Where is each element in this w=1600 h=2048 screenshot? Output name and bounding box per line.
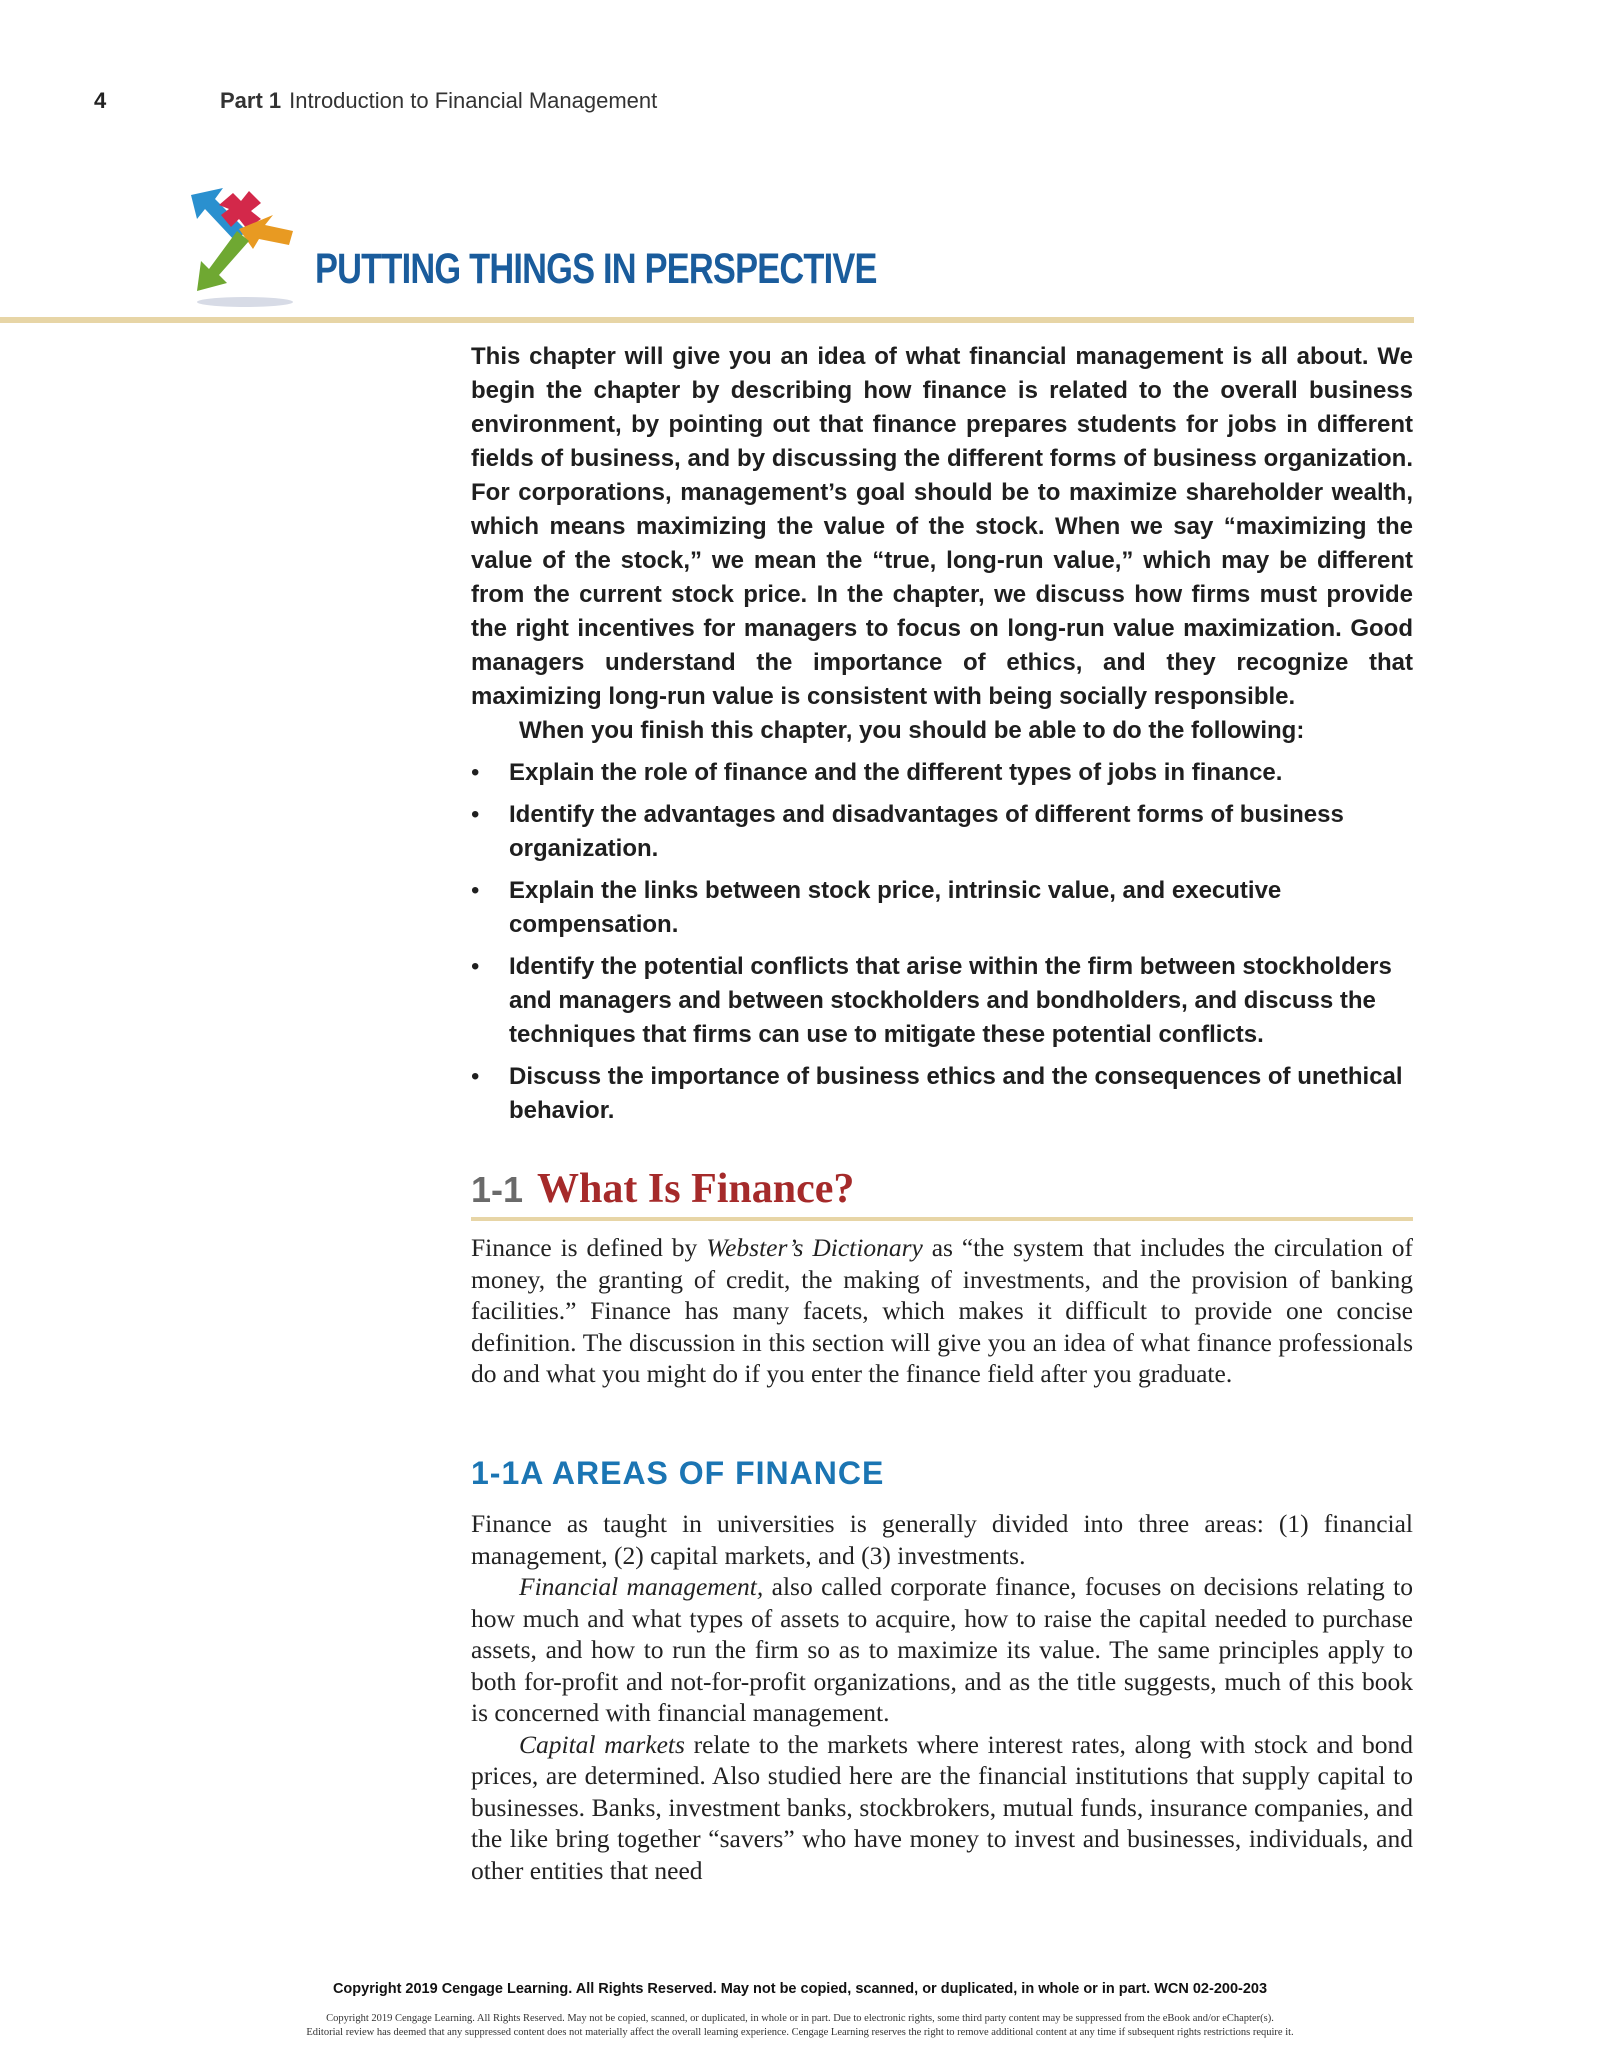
list-item: • Identify the advantages and disadvantages of different forms of business organization. <box>471 801 1344 862</box>
finance-definition-paragraph: Finance is defined by Webster’s Dictionary as “the system that includes the circulation of money, the granting of credit, the making of investments, and the provision of banking facilities.” Finance has many facets, which makes it difficult to provide one concise definition. The discussion in this section will give you an idea of what finance professionals do and what you might do if you enter the finance field after you graduate. <box>471 1233 1413 1388</box>
fine-print-line: Copyright 2019 Cengage Learning. All Rights Reserved. May not be copied, scanned, or duplicated, in whole or in part. Due to electronic rights, some third party content may be suppressed from the eBook and/or eChapter(s). <box>326 2013 1274 2024</box>
list-item: • Discuss the importance of business ethics and the consequences of unethical behavior. <box>471 1063 1403 1124</box>
running-head <box>220 88 657 114</box>
section-heading <box>471 1165 1413 1213</box>
dictionary-title: Webster’s Dictionary <box>706 1233 923 1262</box>
fine-print <box>0 2012 1600 2040</box>
copyright-notice: Copyright 2019 Cengage Learning. All Rights Reserved. May not be copied, scanned, or duplicated, in whole or in part. WCN 02-200-203 <box>332 1981 1268 1997</box>
term-financial-management: Financial management, <box>519 1572 764 1601</box>
page-number: 4 <box>94 88 107 113</box>
capital-markets-paragraph: Capital markets relate to the markets where interest rates, along with stock and bond prices, are determined. Also studied here are the financial institutions that supply capital to businesses. Banks, investment banks, stockbrokers, mutual funds, insurance companies, and the like bring together “savers” who have money to invest and businesses, individuals, and other entities that need <box>471 1729 1413 1885</box>
term-capital-markets: Capital markets <box>519 1729 685 1759</box>
objectives-list <box>471 756 1413 1128</box>
fine-print-line: Editorial review has deemed that any suppressed content does not materially affect the overall learning experience. Cengage Learning reserves the right to remove additional content at any time if subsequent rights restrictions require it. <box>306 2027 1294 2038</box>
objectives-lead: When you finish this chapter, you should be able to do the following: <box>519 717 1305 744</box>
section-title: What Is Finance? <box>537 1166 855 1212</box>
perspective-banner-title: PUTTING THINGS IN PERSPECTIVE <box>315 245 877 293</box>
financial-management-paragraph: Financial management, also called corporate finance, focuses on decisions relating to how much and what types of assets to acquire, how to raise the capital needed to purchase assets, and how to run the firm so as to maximize its value. The same principles apply to both for-profit and not-for-profit organizations, and as the title suggests, much of this book is concerned with financial management. <box>471 1572 1414 1727</box>
objective-text: Identify the advantages and disadvantages of different forms of business organization. <box>509 801 1344 862</box>
section-body <box>471 1232 1413 1390</box>
list-item: • Explain the role of finance and the different types of jobs in finance. <box>471 759 1283 786</box>
section-number: 1-1 <box>471 1169 524 1210</box>
section-rule <box>471 1217 1413 1221</box>
list-item: • Explain the links between stock price, intrinsic value, and executive compensation. <box>471 877 1282 938</box>
objective-text: Explain the role of finance and the different types of jobs in finance. <box>509 759 1283 786</box>
objective-text: Discuss the importance of business ethics and the consequences of unethical behavior. <box>509 1063 1403 1124</box>
subsection-body <box>471 1508 1413 1886</box>
overview-paragraph: This chapter will give you an idea of what financial management is all about. We begin the chapter by describing how finance is related to the overall business environment, by pointing out that finance prepares students for jobs in different fields of business, and by discussing the different forms of business organization. For corporations, management’s goal should be to maximize shareholder wealth, which means maximizing the value of the stock. When we say “maximizing the value of the stock,” we mean the “true, long-run value,” which may be different from the current stock price. In the chapter, we discuss how firms must provide the right incentives for managers to focus on long-run value maximization. Good managers understand the importance of ethics, and they recognize that maximizing long-run value is consistent with being socially responsible. <box>471 343 1413 710</box>
perspective-arrows-icon <box>185 185 305 310</box>
areas-paragraph: Finance as taught in universities is generally divided into three areas: (1) financial management, (2) capital markets, and (3) investments. <box>471 1509 1413 1570</box>
banner-rule <box>0 317 1414 323</box>
objective-text: Explain the links between stock price, intrinsic value, and executive compensation. <box>509 877 1282 938</box>
chapter-overview <box>471 340 1413 1136</box>
part-label: Part 1 <box>220 88 282 113</box>
subsection-heading: 1-1A AREAS OF FINANCE <box>471 1455 885 1491</box>
list-item: • Identify the potential conflicts that arise within the firm between stockholders and managers and between stockholders and bondholders, and discuss the techniques that firms can use to mitigate these potential conflicts. <box>471 953 1392 1048</box>
part-title: Introduction to Financial Management <box>289 88 658 113</box>
objective-text: Identify the potential conflicts that arise within the firm between stockholders and managers and between stockholders and bondholders, and discuss the techniques that firms can use to mitigate these potential conflicts. <box>509 953 1392 1048</box>
